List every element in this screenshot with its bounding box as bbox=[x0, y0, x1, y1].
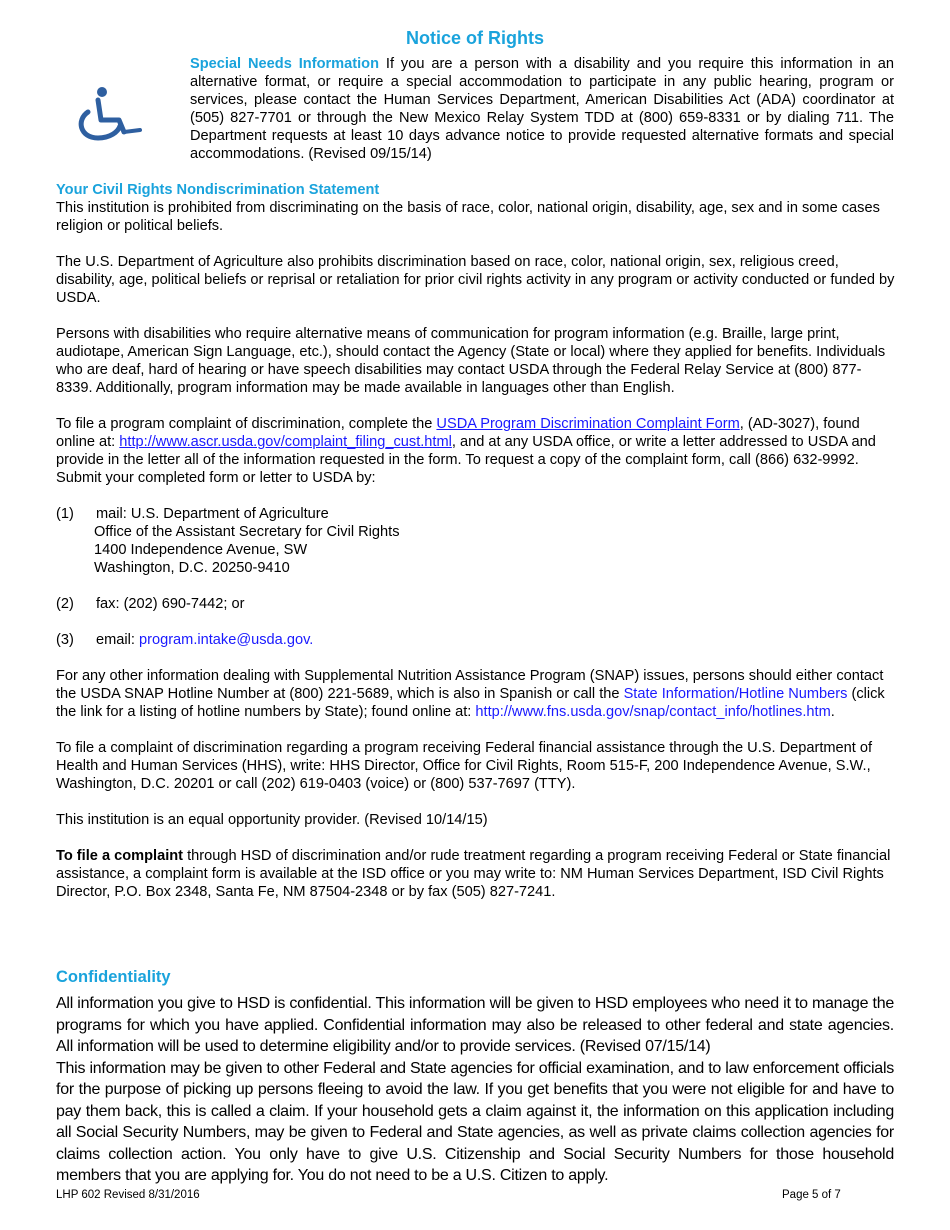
hsd-complaint-paragraph: To file a complaint through HSD of discrimination and/or rude treatment regarding a program receiving Federal or State financial assistance, a complaint form is available at the ISD office or you may write to: NM Human Services Department, ISD Civil Rights Director, P.O. Box 2348, Santa Fe, NM 87504-2348 or by fax (505) 827-7241. bbox=[56, 848, 891, 900]
special-needs-text: If you are a person with a disability and you require this information in an alternative format, or require a special accommodation to participate in any public hearing, program or services, please contact the Human Services Department, American Disabilities Act (ADA) coordinator at (505) 827-7701 or through the New Mexico Relay System TDD at (800) 659-8331 or by dialing 711. The Department requests at least 10 days advance notice to provide requested alternative formats and special accommodations. (Revised 09/15/14) bbox=[190, 56, 895, 162]
snap-paragraph: For any other information dealing with Supplemental Nutrition Assistance Program (SNAP) issues, persons should either contact the USDA SNAP Hotline Number at (800) 221-5689, which is also in Spanish or call the State Information/Hotline Numbers (click the link for a listing of hotline numbers by State); found online at: http://www.fns.usda.gov/snap/contact_info/hotlines.htm. bbox=[56, 668, 885, 720]
state-hotline-link[interactable]: State Information/Hotline Numbers bbox=[623, 686, 848, 702]
hotlines-url-link[interactable]: http://www.fns.usda.gov/snap/contact_info/hotlines.htm bbox=[475, 704, 831, 720]
complaint-filing-url-link[interactable]: http://www.ascr.usda.gov/complaint_filing_cust.html bbox=[119, 434, 452, 450]
confidentiality-section bbox=[56, 968, 894, 1187]
wheelchair-icon bbox=[74, 86, 146, 144]
complaint-form-link[interactable]: USDA Program Discrimination Complaint Form bbox=[436, 416, 740, 432]
confidentiality-heading: Confidentiality bbox=[56, 968, 171, 986]
equal-opportunity-statement: This institution is an equal opportunity provider. (Revised 10/14/15) bbox=[56, 812, 488, 828]
special-needs-section bbox=[190, 55, 894, 163]
civil-rights-paragraph-2: The U.S. Department of Agriculture also prohibits discrimination based on race, color, national origin, sex, religious creed, disability, age, political beliefs or reprisal or retaliation for prior civil rights activity in any program or activity conducted or funded by USDA. bbox=[56, 254, 895, 306]
page-title: Notice of Rights bbox=[406, 28, 544, 48]
email-link[interactable]: program.intake@usda.gov bbox=[138, 632, 310, 648]
email-option: (3) email: program.intake@usda.gov. bbox=[56, 632, 314, 648]
mail-address-line: 1400 Independence Avenue, SW bbox=[94, 542, 308, 558]
mail-address-line: Office of the Assistant Secretary for Civil Rights bbox=[94, 524, 400, 540]
confidentiality-paragraph-2: This information may be given to other Federal and State agencies for official examination, and to law enforcement officials for the purpose of picking up persons fleeing to avoid the law. If you get benefits that you were not eligible for and have to pay them back, this is called a claim. If your household gets a claim against it, the information on this application including all Social Security Numbers, may be given to Federal and State agencies, as well as private claims collection agencies for claims collection action. You only have to give U.S. Citizenship and Social Security Numbers for those household members that you are applying for. You do not need to be a U.S. Citizen to apply. bbox=[56, 1059, 894, 1184]
fax-option: (2) fax: (202) 690-7442; or bbox=[56, 596, 245, 612]
special-needs-heading: Special Needs Information bbox=[190, 56, 379, 72]
civil-rights-paragraph-3: Persons with disabilities who require alternative means of communication for program information (e.g. Braille, large print, audiotape, American Sign Language, etc.), should contact the Agency (State or local) where they applied for benefits. Individuals who are deaf, hard of hearing or have speech disabilities may contact USDA through the Federal Relay Service at (800) 877-8339. Additionally, program information may be made available in languages other than English. bbox=[56, 326, 886, 396]
civil-rights-section bbox=[56, 181, 896, 901]
footer-form-id: LHP 602 Revised 8/31/2016 bbox=[56, 1189, 200, 1201]
mail-option: (1) mail: U.S. Department of Agriculture bbox=[56, 506, 329, 522]
mail-address-line: Washington, D.C. 20250-9410 bbox=[94, 560, 290, 576]
complaint-form-paragraph: To file a program complaint of discrimination, complete the USDA Program Discrimination Complaint Form, (AD-3027), found online at: http://www.ascr.usda.gov/complaint_filing_cust.html, and at any USDA office, or write a letter addressed to USDA and provide in the letter all of the information requested in the form. To request a copy of the complaint form, call (866) 632-9992. bbox=[56, 416, 876, 468]
civil-rights-heading: Your Civil Rights Nondiscrimination Statement bbox=[56, 182, 380, 198]
confidentiality-paragraph-1: All information you give to HSD is confidential. This information will be given to HSD employees who need it to manage the programs for which you have applied. Confidential information may also be released to other federal and state agencies. All information will be used to determine eligibility and/or to provide services. (Revised 07/15/14) bbox=[56, 995, 894, 1055]
hhs-paragraph: To file a complaint of discrimination regarding a program receiving Federal financial assistance through the U.S. Department of Health and Human Services (HHS), write: HHS Director, Office for Civil Rights, Room 515-F, 200 Independence Avenue, S.W., Washington, D.C. 20201 or call (202) 619-0403 (voice) or (800) 537-7697 (TTY). bbox=[56, 740, 873, 792]
footer-page-number: Page 5 of 7 bbox=[782, 1189, 841, 1201]
civil-rights-paragraph-1: This institution is prohibited from discriminating on the basis of race, color, national origin, disability, age, sex and in some cases religion or political beliefs. bbox=[56, 200, 880, 234]
submit-instruction: Submit your completed form or letter to USDA by: bbox=[56, 470, 376, 486]
